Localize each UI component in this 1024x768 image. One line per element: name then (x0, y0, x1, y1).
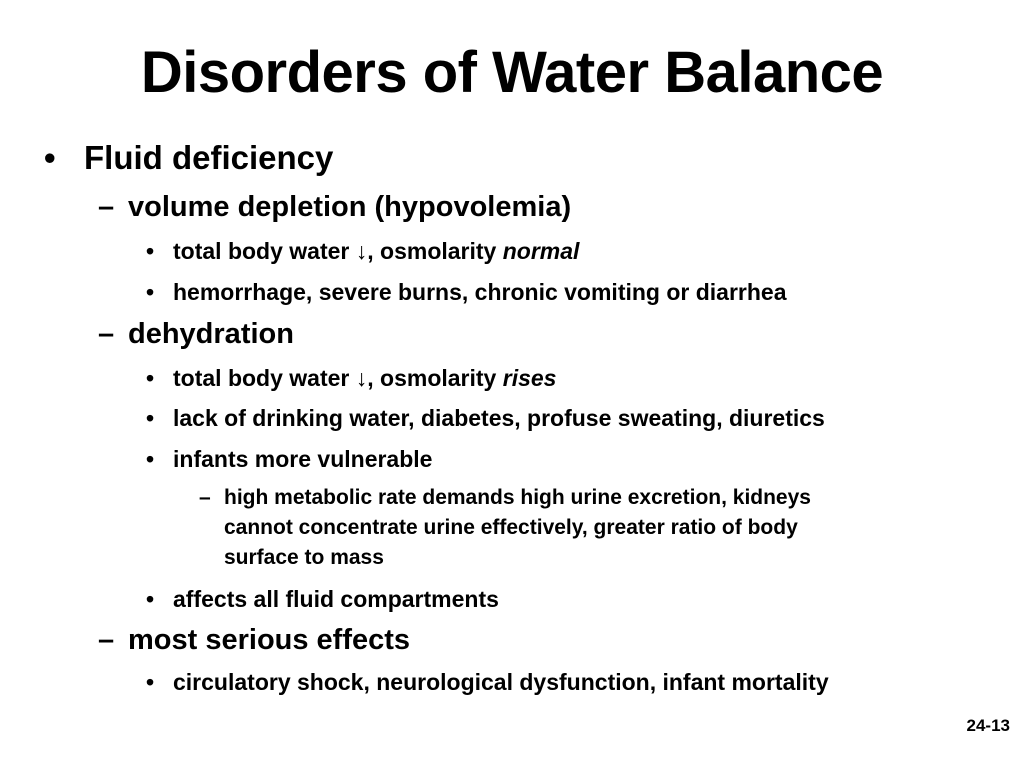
subitem-dh-causes: lack of drinking water, diabetes, profuse sweating, diuretics (173, 405, 825, 431)
dash-marker: – (98, 624, 115, 656)
comma: , (367, 365, 374, 391)
dh-tbw-text: total body water (173, 365, 356, 391)
down-arrow-icon: ↓ (355, 365, 368, 391)
dash-marker: – (199, 486, 211, 509)
bullet-marker: • (146, 405, 155, 431)
subitem-volume-depletion: volume depletion (hypovolemia) (128, 191, 572, 223)
dash-marker: – (98, 191, 115, 223)
down-arrow-icon: ↓ (355, 238, 368, 264)
subitem-dh-compartments: affects all fluid compartments (173, 586, 499, 612)
vd-tbw-text: total body water (173, 238, 356, 264)
subitem-infants-detail-line-1: high metabolic rate demands high urine excretion, kidneys (224, 486, 811, 509)
bullet-marker: • (146, 279, 155, 305)
subitem-vd-causes: hemorrhage, severe burns, chronic vomiting or diarrhea (173, 279, 787, 305)
dash-marker: – (98, 318, 115, 350)
bullet-marker: • (146, 586, 155, 612)
slide-title: Disorders of Water Balance (140, 40, 884, 105)
vd-osmolarity-text: osmolarity (373, 238, 503, 264)
dh-osmolarity-value: rises (502, 365, 557, 391)
subitem-vd-total-body-water (173, 236, 579, 266)
subitem-infants-detail-line-3: surface to mass (224, 546, 384, 569)
subitem-ms-effects: circulatory shock, neurological dysfunction, infant mortality (173, 669, 829, 695)
subitem-dh-total-body-water (173, 363, 556, 393)
bullet-marker: • (146, 669, 155, 695)
bullet-marker: • (44, 139, 56, 176)
bullet-marker: • (146, 365, 155, 391)
subitem-dehydration: dehydration (128, 318, 294, 350)
subitem-dh-infants: infants more vulnerable (173, 446, 433, 472)
comma: , (367, 238, 374, 264)
bullet-marker: • (146, 446, 155, 472)
subitem-infants-detail-line-2: cannot concentrate urine effectively, greater ratio of body (224, 516, 798, 539)
vd-osmolarity-value: normal (502, 238, 580, 264)
dh-osmolarity-text: osmolarity (373, 365, 503, 391)
subitem-most-serious-effects: most serious effects (128, 624, 411, 656)
bullet-marker: • (146, 238, 155, 264)
slide-number: 24-13 (966, 716, 1010, 735)
bullet-fluid-deficiency: Fluid deficiency (84, 139, 334, 176)
